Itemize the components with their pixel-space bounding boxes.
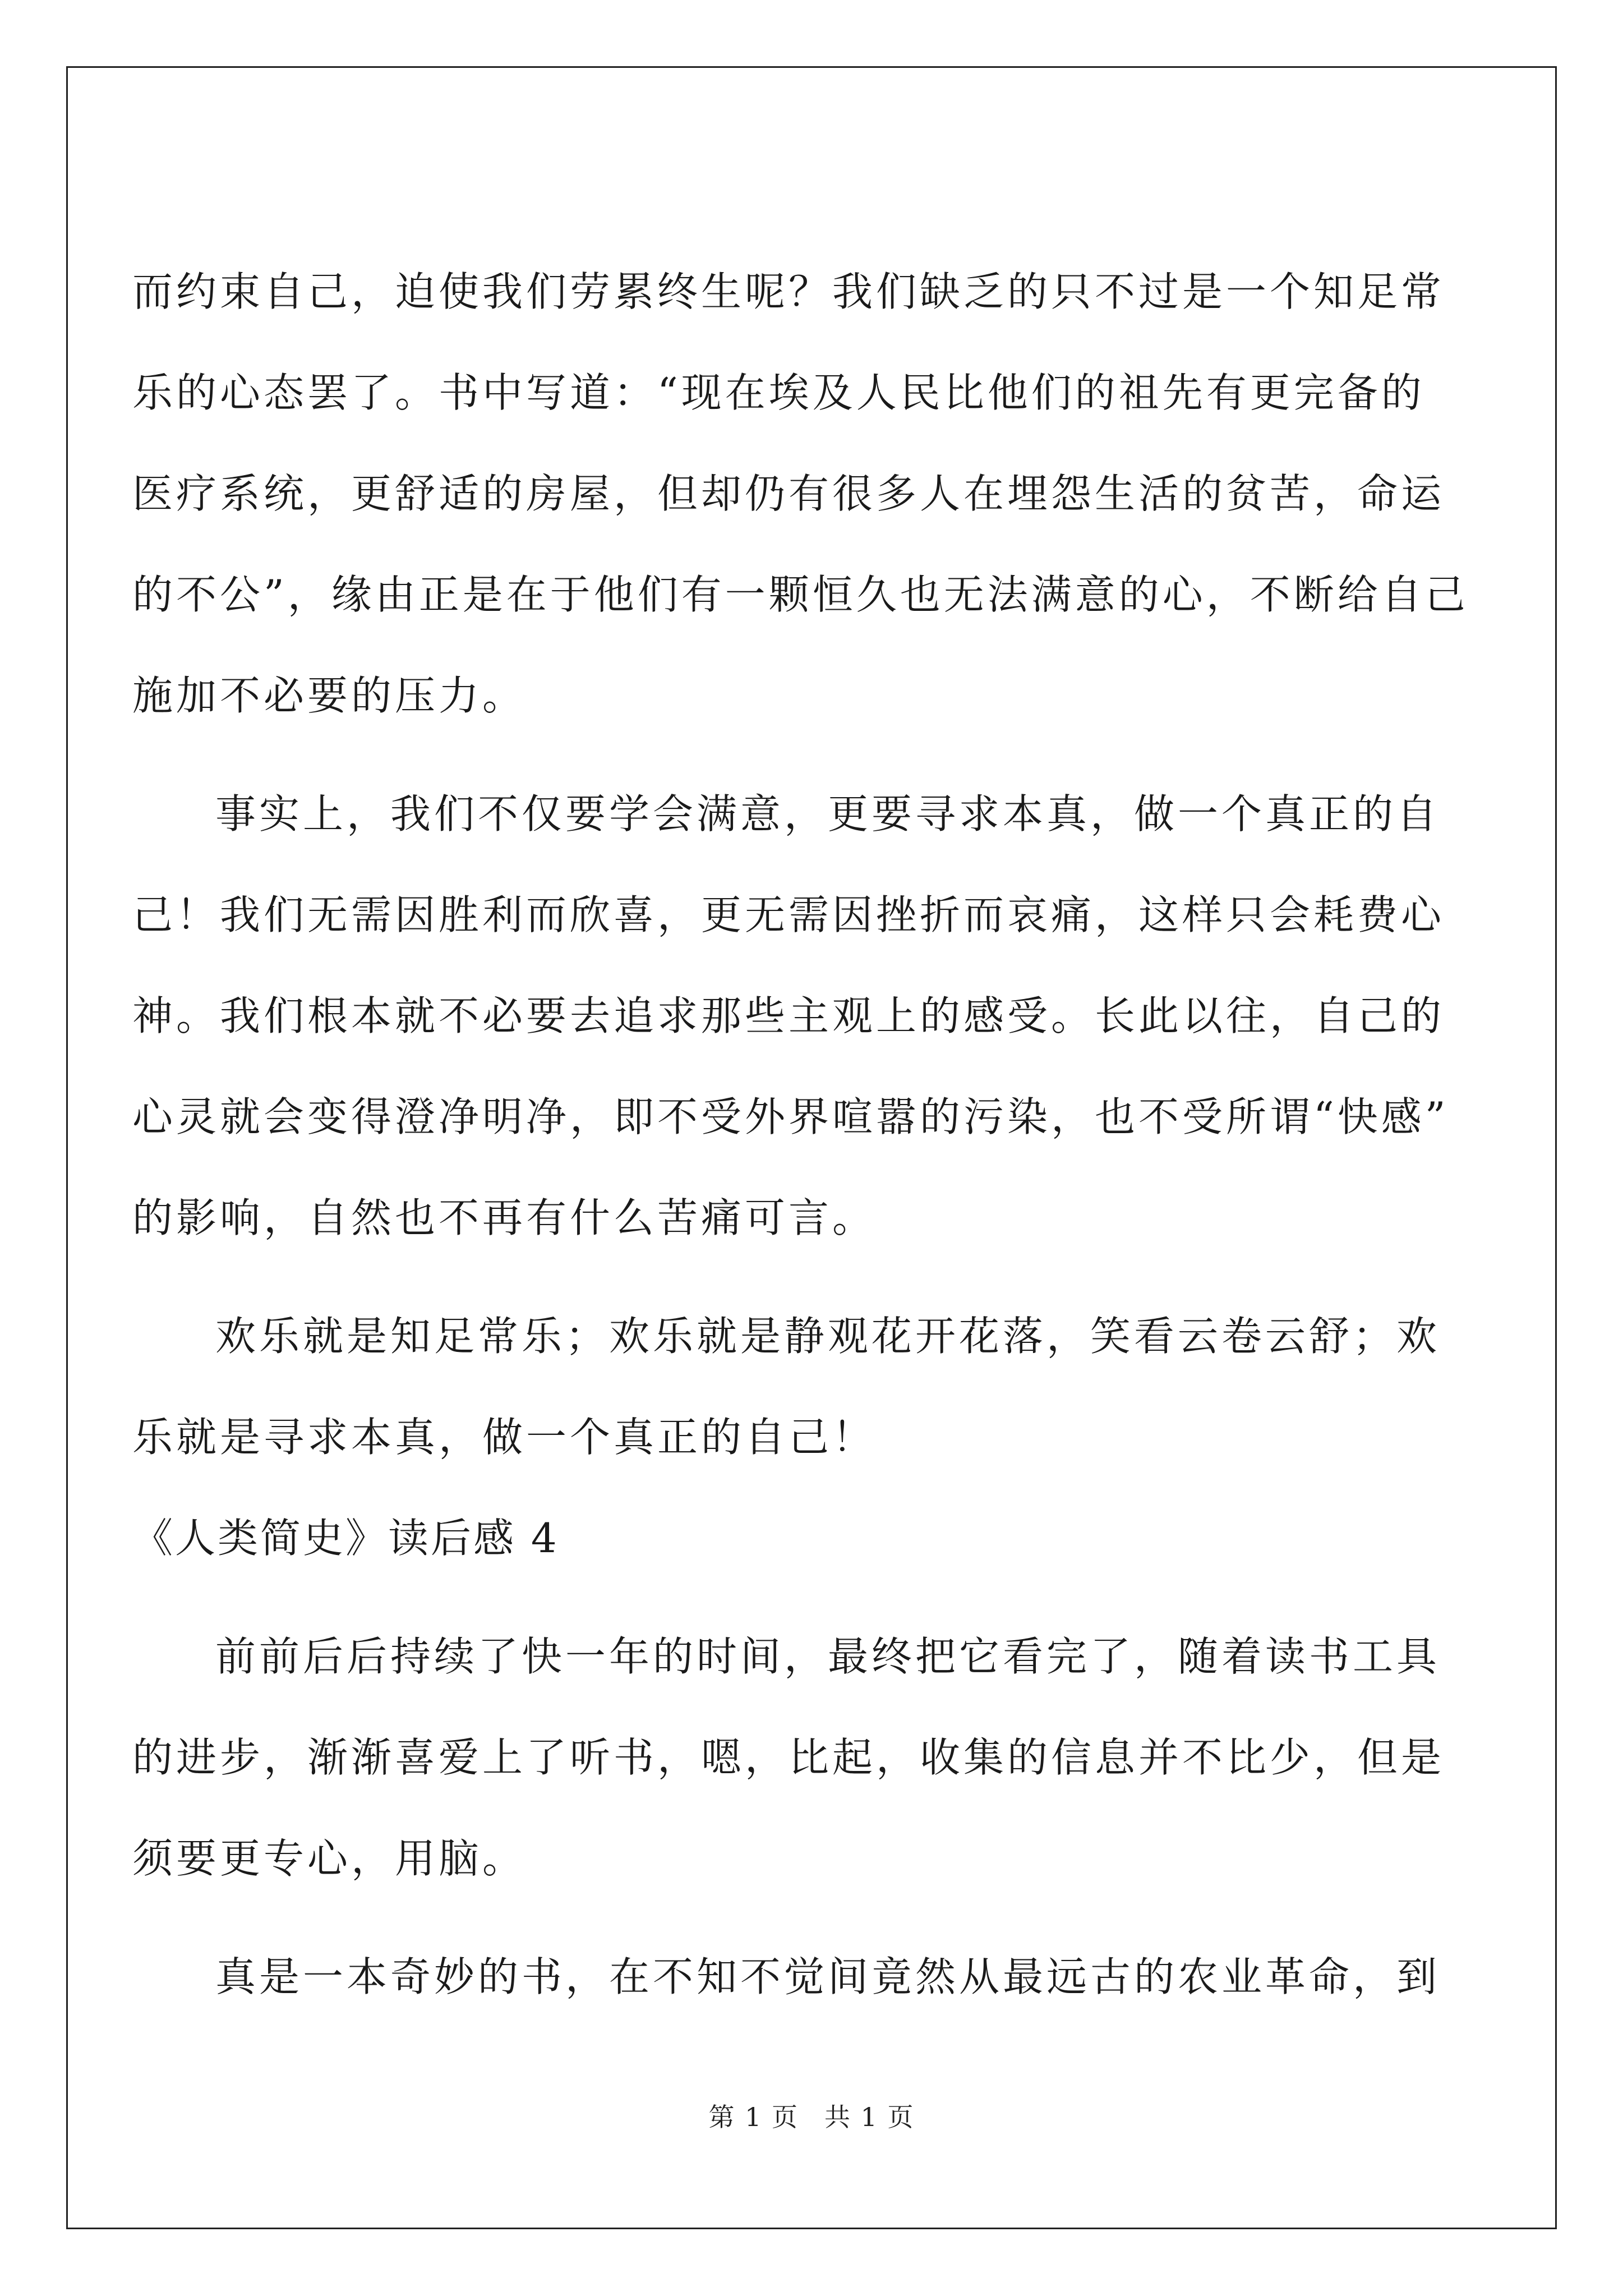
paragraph-first-line: 欢乐就是知足常乐；欢乐就是静观花开花落，笑看云卷云舒；欢 [215, 1313, 1441, 1360]
text-line: 医疗系统，更舒适的房屋，但却仍有很多人在埋怨生活的贫苦，命运 [132, 470, 1445, 517]
text-line: 的影响，自然也不再有什么苦痛可言。 [132, 1194, 877, 1241]
text-line: 须要更专心，用脑。 [132, 1835, 527, 1882]
text-line: 的进步，渐渐喜爱上了听书，嗯，比起，收集的信息并不比少，但是 [132, 1734, 1445, 1781]
page-number: 第 1 页 [708, 2102, 799, 2132]
document-body [132, 241, 1469, 2027]
text-line: 的不公”，缘由正是在于他们有一颗恒久也无法满意的心，不断给自己 [132, 571, 1469, 618]
page-total: 共 1 页 [824, 2102, 915, 2132]
text-line: 施加不必要的压力。 [132, 672, 527, 719]
paragraph-first-line: 事实上，我们不仅要学会满意，更要寻求本真，做一个真正的自 [215, 790, 1441, 838]
section-title: 《人类简史》读后感 4 [132, 1515, 559, 1562]
text-line: 心灵就会变得澄净明净，即不受外界喧嚣的污染，也不受所谓“快感” [132, 1093, 1449, 1140]
text-line: 乐就是寻求本真，做一个真正的自己！ [132, 1414, 877, 1461]
page-footer [0, 2097, 1623, 2134]
text-line: 己！我们无需因胜利而欣喜，更无需因挫折而哀痛，这样只会耗费心 [132, 891, 1445, 938]
text-line: 神。我们根本就不必要去追求那些主观上的感受。长此以往，自己的 [132, 992, 1445, 1039]
paragraph-first-line: 前前后后持续了快一年的时间，最终把它看完了，随着读书工具 [215, 1633, 1441, 1680]
paragraph-first-line: 真是一本奇妙的书，在不知不觉间竟然从最远古的农业革命，到 [215, 1953, 1441, 2000]
text-line: 而约束自己，迫使我们劳累终生呢？我们缺乏的只不过是一个知足常 [132, 268, 1445, 315]
text-line: 乐的心态罢了。书中写道：“现在埃及人民比他们的祖先有更完备的 [132, 369, 1425, 416]
